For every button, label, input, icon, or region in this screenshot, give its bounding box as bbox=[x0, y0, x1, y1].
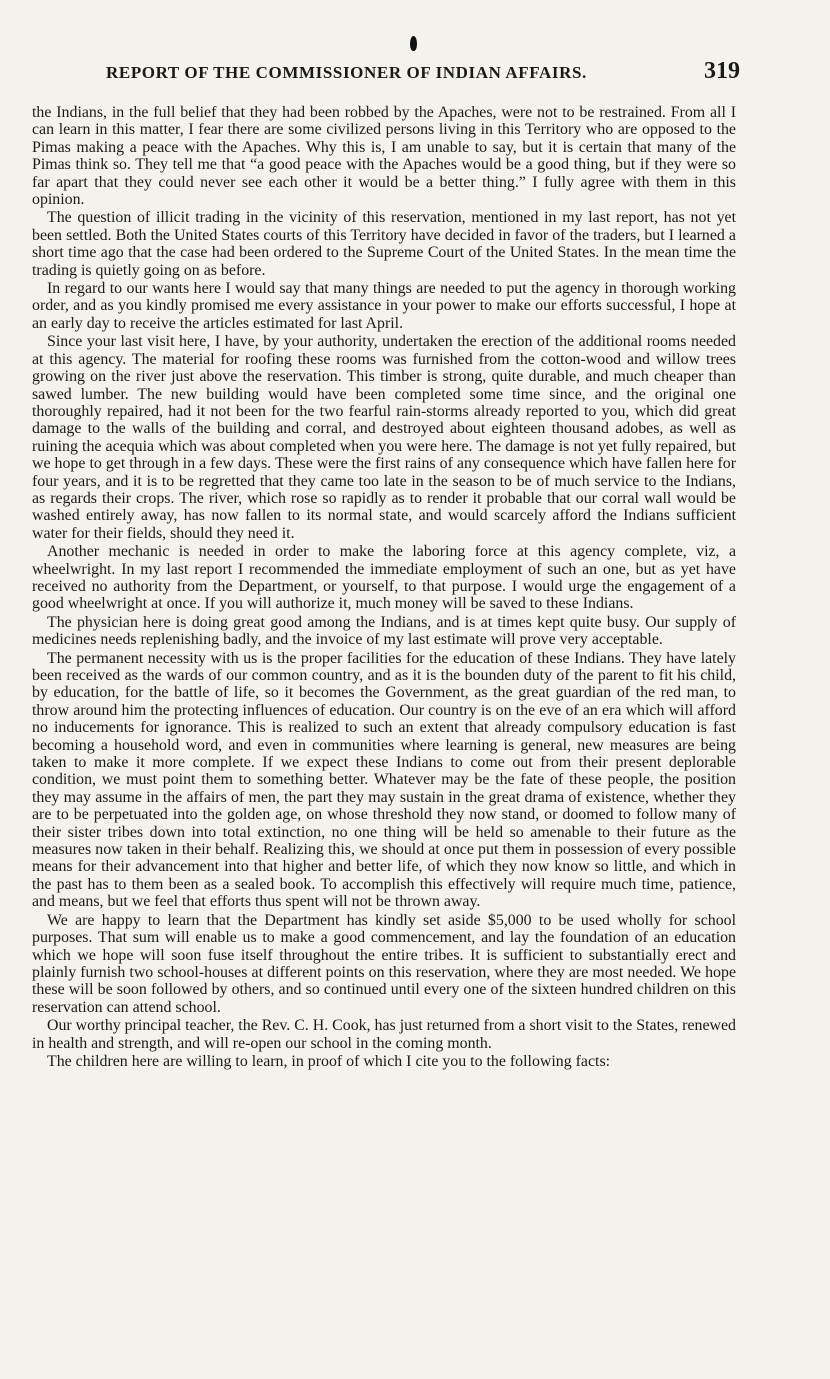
paragraph-continued-apache-peace: the Indians, in the full belief that they had been robbed by the Apaches, were not to be restrained. From all I can learn in this matter, I fear there are some civilized persons living in this Territory who are opposed to the Pimas making a peace with the Apaches. Why this is, I am unable to say, but it is certain that many of the Pimas think so. They tell me that “a good peace with the Apaches would be a good thing, but if they were so far apart that they could never see each other it would be a better thing.” I fully agree with them in this opinion. bbox=[32, 104, 736, 209]
paragraph-education-need: The permanent necessity with us is the proper facilities for the education of these Indians. They have lately been received as the wards of our common country, and as it is the bounden duty of the parent to fit his child, by education, for the battle of life, so it becomes the Government, as the great guardian of the red man, to throw around him the protecting influences of education. Our country is on the eve of an era which will afford no inducements for ignorance. This is realized to such an extent that already compulsory education is fast becoming a household word, and even in communities where learning is general, new measures are being taken to make it more complete. If we expect these Indians to come out from their present deplorable condition, we must point them to something better. Whatever may be the fate of these people, the position they may assume in the affairs of men, the part they may sustain in the great drama of existence, whether they are to be perpetuated into the golden age, on whose threshold they now stand, or doomed to follow many of their sister tribes down into total extinction, no one thing will be held so amenable to their future as the measures now taken in their behalf. Realizing this, we should at once put them in possession of every possible means for their advancement into that higher and better life, of which they now know so little, and which in the past has to them been as a sealed book. To accomplish this effectively will require much time, patience, and means, but we feel that efforts thus spent will not be thrown away. bbox=[32, 649, 736, 911]
report-body bbox=[32, 104, 736, 1071]
paragraph-children-willing: The children here are willing to learn, in proof of which I cite you to the following facts: bbox=[47, 1052, 611, 1070]
ink-mark bbox=[410, 36, 417, 51]
paragraph-agency-wants: In regard to our wants here I would say that many things are needed to put the agency in thorough working order, and as you kindly promised me every assistance in your power to make our efforts successful, I hope at an early day to receive the articles estimated for last April. bbox=[32, 280, 736, 332]
running-header bbox=[30, 58, 740, 88]
page-number: 319 bbox=[704, 58, 740, 84]
paragraph-teacher: Our worthy principal teacher, the Rev. C. H. Cook, has just returned from a short visit to the States, renewed in health and strength, and will re-open our school in the coming month. bbox=[32, 1017, 736, 1052]
paragraph-wheelwright: Another mechanic is needed in order to make the laboring force at this agency complete, viz, a wheelwright. In my last report I recommended the immediate employment of such an one, but as yet have received no authority from the Department, or yourself, to that purpose. I would urge the engagement of a good wheelwright at once. If you will authorize it, much money will be saved to these Indians. bbox=[32, 543, 736, 613]
paragraph-school-funds: We are happy to learn that the Department has kindly set aside $5,000 to be used wholly for school purposes. That sum will enable us to make a good commencement, and lay the foundation of an education which we hope will soon fuse itself throughout the entire tribes. It is sufficient to substantially erect and plainly furnish two school-houses at different points on this reservation, where they are most needed. We hope these will be soon followed by others, and so continued until every one of the sixteen hundred children on this reservation can attend school. bbox=[32, 911, 736, 1016]
header-title: REPORT OF THE COMMISSIONER OF INDIAN AFFAIRS. bbox=[106, 63, 587, 82]
paragraph-physician: The physician here is doing great good among the Indians, and is at times kept quite busy. Our supply of medicines needs replenishing badly, and the invoice of my last estimate will prove very acceptable. bbox=[32, 613, 736, 649]
paragraph-building-repairs: Since your last visit here, I have, by your authority, undertaken the erection of the additional rooms needed at this agency. The material for roofing these rooms was furnished from the cotton-wood and willow trees growing on the river just above the reservation. This timber is strong, quite durable, and much cheaper than sawed lumber. The new building would have been completed some time since, and the original one thoroughly repaired, had it not been for the two fearful rain-storms already reported to you, which did great damage to the walls of the building and corral, and destroyed about eighteen thousand adobes, as well as ruining the acequia which was about completed when you were here. The damage is not yet fully repaired, but we hope to get through in a few days. These were the first rains of any consequence which have fallen here for four years, and it is to be regretted that they came too late in the season to be of much service to the Indians, as regards their crops. The river, which rose so rapidly as to render it probable that our corral wall would be washed entirely away, has now fallen to its normal state, and would scarcely afford the Indians sufficient water for their fields, should they need it. bbox=[32, 333, 736, 542]
paragraph-illicit-trading: The question of illicit trading in the vicinity of this reservation, mentioned in my last report, has not yet been settled. Both the United States courts of this Territory have decided in favor of the traders, but I learned a short time ago that the case had been ordered to the Supreme Court of the United States. In the mean time the trading is quietly going on as before. bbox=[32, 209, 736, 279]
